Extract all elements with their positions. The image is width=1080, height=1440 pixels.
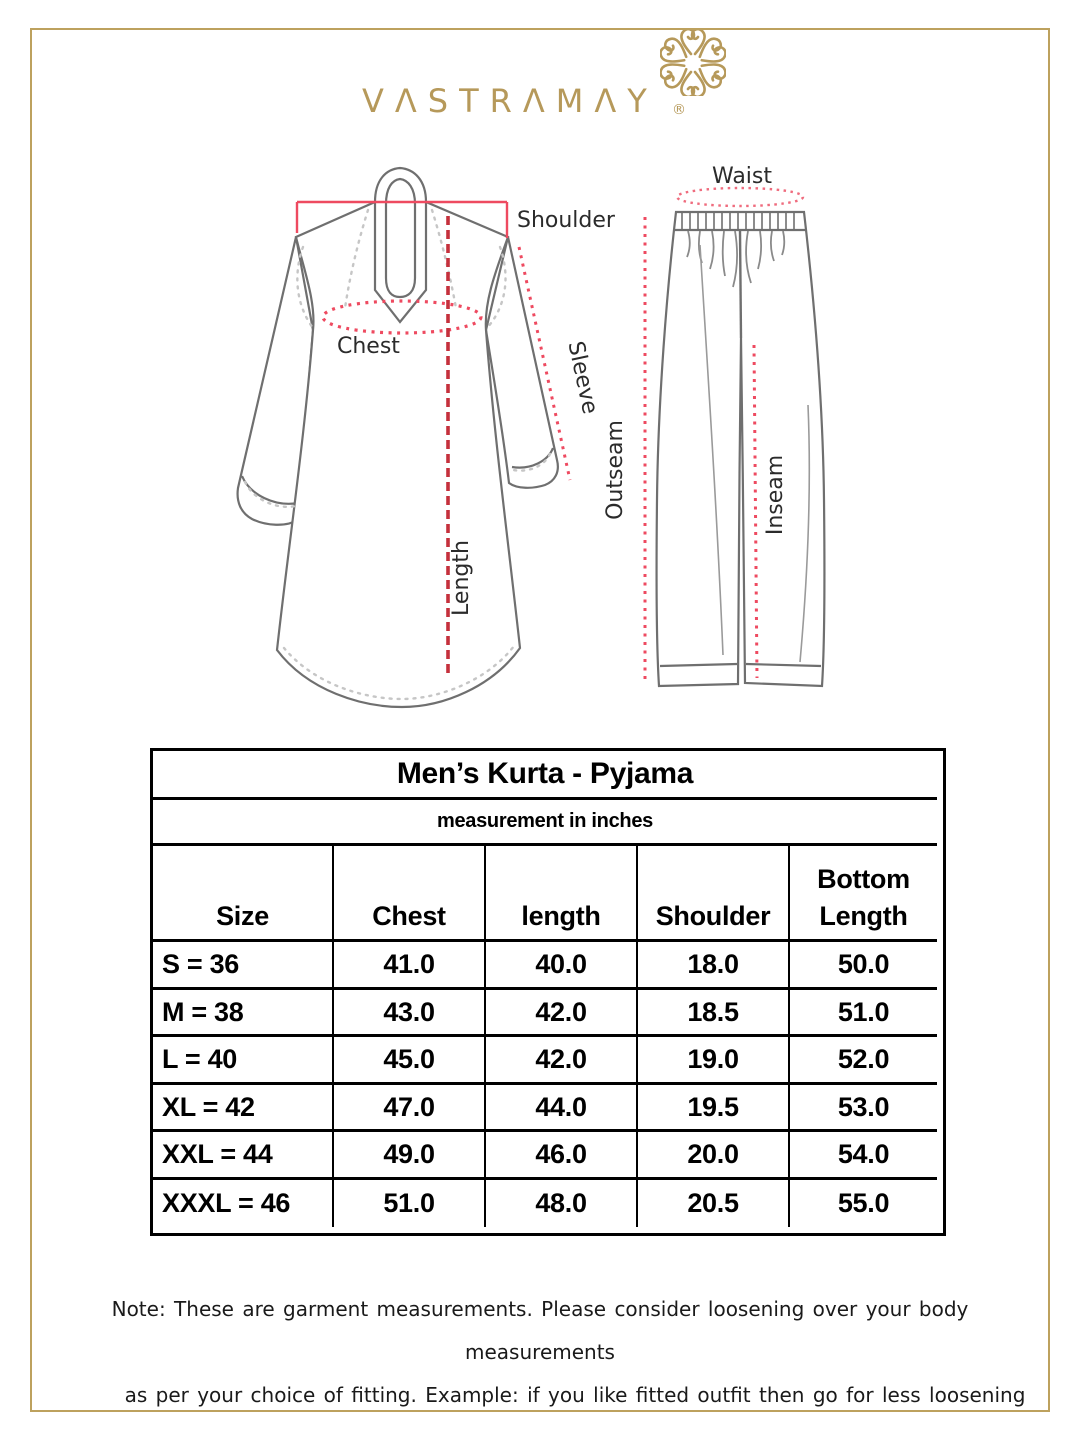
table-cell: 42.0 [486,990,638,1037]
table-cell: 49.0 [334,1132,486,1180]
note-line-2: as per your choice of fitting. Example: if you like fitted outfit then go for less loosening [124,1383,1026,1407]
shoulder-label: Shoulder [517,208,615,233]
table-cell: 54.0 [790,1132,937,1180]
table-cell: 46.0 [486,1132,638,1180]
brand-logo-text: VΛSTRΛMΛY [362,82,658,120]
table-subtitle: measurement in inches [153,800,937,846]
header-length: length [486,846,638,942]
table-cell: 18.0 [638,942,790,990]
table-cell: 51.0 [790,990,937,1037]
table-cell: 44.0 [486,1085,638,1132]
kurta-drawing [238,168,616,707]
table-cell: 53.0 [790,1085,937,1132]
table-cell: 47.0 [334,1085,486,1132]
table-cell: 52.0 [790,1037,937,1085]
table-cell: XXXL = 46 [153,1180,334,1227]
table-cell: M = 38 [153,990,334,1037]
table-cell: 45.0 [334,1037,486,1085]
note [40,1288,1040,1417]
table-cell: 55.0 [837,1188,890,1218]
table-cell: 18.5 [638,990,790,1037]
table-cell: 40.0 [486,942,638,990]
table-cell: 41.0 [334,942,486,990]
header-bottom-length: Bottom Length [790,846,937,942]
table-cell: 19.0 [638,1037,790,1085]
registered-trademark: ® [672,102,686,118]
chest-label: Chest [337,334,400,359]
table-cell: 20.0 [638,1132,790,1180]
pyjama-drawing [603,164,824,686]
outseam-label: Outseam [603,420,628,520]
waist-label: Waist [711,164,773,189]
note-line-1: Note: These are garment measurements. Please consider loosening over your body measurements [111,1297,969,1364]
table-cell: XXL = 44 [153,1132,334,1180]
sleeve-label: Sleeve [562,339,603,417]
table-cell: S = 36 [153,942,334,990]
table-cell: L = 40 [153,1037,334,1085]
table-cell: 43.0 [334,990,486,1037]
table-cell: 42.0 [486,1037,638,1085]
table-cell: 50.0 [790,942,937,990]
measurement-diagram [0,150,1080,750]
table-cell: XL = 42 [153,1085,334,1132]
header-size: Size [153,846,334,942]
size-chart-table [150,748,946,1236]
table-cell: 20.5 [638,1180,790,1227]
header-shoulder: Shoulder [638,846,790,942]
table-cell: 48.0 [486,1180,638,1227]
table-cell: 19.5 [638,1085,790,1132]
table-cell: 51.0 [334,1180,486,1227]
length-label: Length [449,540,474,616]
header-chest: Chest [334,846,486,942]
table-title: Men’s Kurta - Pyjama [153,751,937,800]
brand-ornament-icon [660,30,726,96]
inseam-label: Inseam [763,454,788,536]
